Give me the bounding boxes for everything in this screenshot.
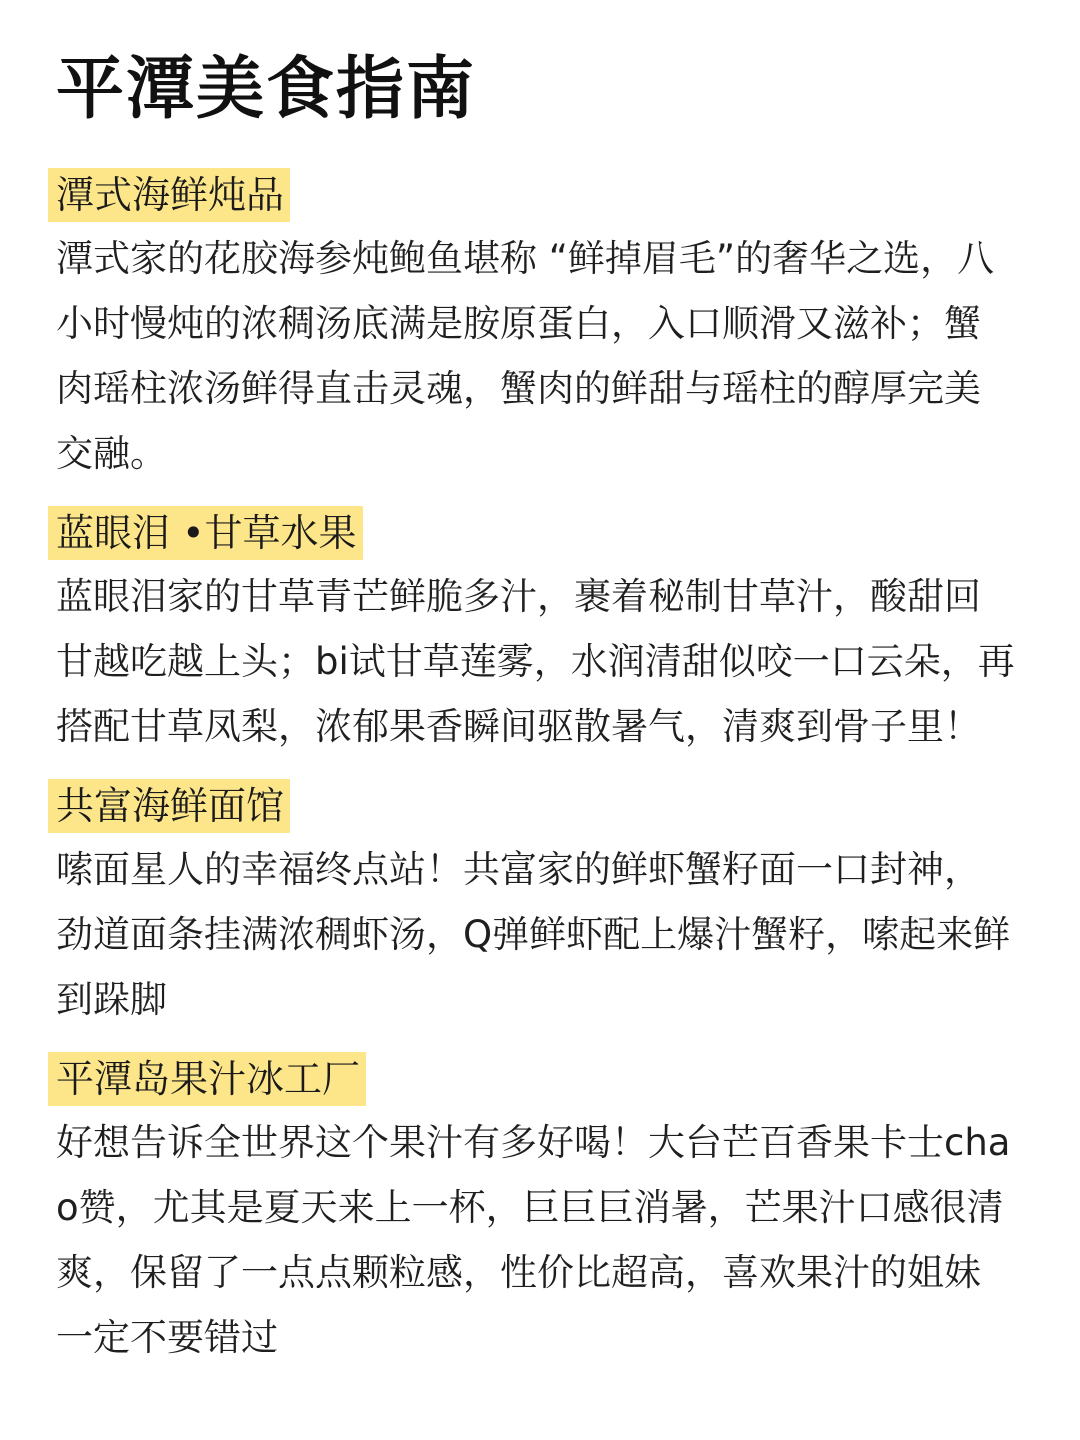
section-body: 嗦面星人的幸福终点站！共富家的鲜虾蟹籽面一口封神，劲道面条挂满浓稠虾汤，Q弹鲜虾配上爆汁蟹籽，嗦起来鲜到跺脚 — [56, 848, 1011, 1021]
section-blue-tears-licorice-fruit — [56, 506, 1080, 759]
section-heading: 平潭岛果汁冰工厂 — [48, 1052, 366, 1106]
section-tanshi-seafood-stew — [56, 168, 1080, 486]
section-pingtan-juice-factory — [56, 1052, 1080, 1370]
section-body: 潭式家的花胶海参炖鲍鱼堪称 “鲜掉眉毛”的奢华之选，八小时慢炖的浓稠汤底满是胺原蛋白，入口顺滑又滋补；蟹肉瑶柱浓汤鲜得直击灵魂，蟹肉的鲜甜与瑶柱的醇厚完美交融。 — [56, 237, 995, 475]
section-heading: 共富海鲜面馆 — [48, 779, 290, 833]
section-body: 蓝眼泪家的甘草青芒鲜脆多汁，裹着秘制甘草汁，酸甜回甘越吃越上头；bi试甘草莲雾，水润清甜似咬一口云朵，再搭配甘草凤梨，浓郁果香瞬间驱散暑气，清爽到骨子里！ — [56, 575, 1015, 748]
page-title: 平潭美食指南 — [56, 50, 477, 129]
section-body: 好想告诉全世界这个果汁有多好喝！大台芒百香果卡士chao赞，尤其是夏天来上一杯，巨巨巨消暑，芒果汁口感很清爽，保留了一点点颗粒感，性价比超高，喜欢果汁的姐妹一定不要错过 — [56, 1121, 1011, 1359]
section-gongfu-seafood-noodles — [56, 779, 1080, 1032]
section-heading: 蓝眼泪 •甘草水果 — [48, 506, 363, 560]
section-heading: 潭式海鲜炖品 — [48, 168, 290, 222]
